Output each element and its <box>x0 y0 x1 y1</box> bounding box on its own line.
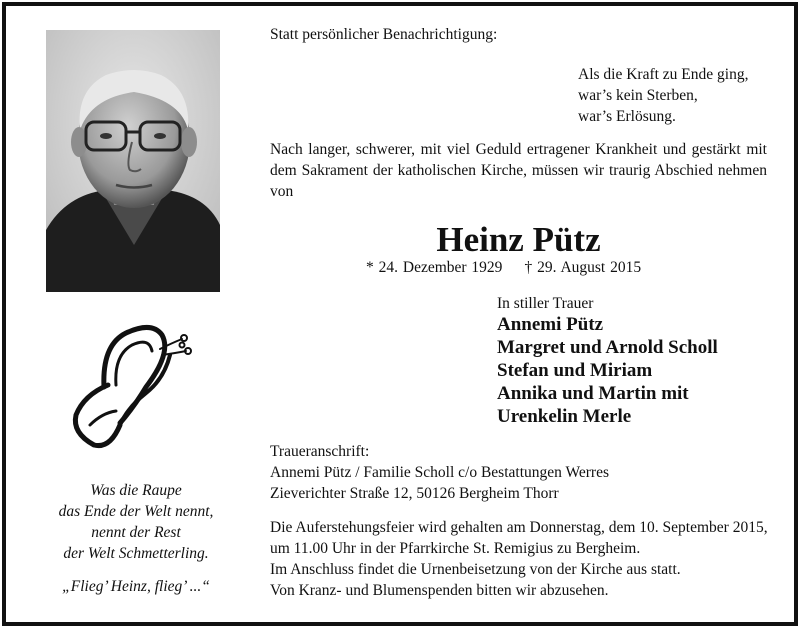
mourner-line: Annemi Pütz <box>497 314 604 335</box>
quote-closing: „Flieg’ Heinz, flieg’ ...“ <box>62 578 210 595</box>
mourner-line: Urenkelin Merle <box>497 406 632 427</box>
mourner-list <box>497 313 718 428</box>
mourner-line: Annika und Martin mit <box>497 383 689 404</box>
service-line: Im Anschluss findet die Urnenbeisetzung von der Kirche aus statt. <box>270 561 681 578</box>
birth-date: * 24. Dezember 1929 <box>366 259 503 276</box>
quote-line: das Ende der Welt nennt, <box>58 503 214 520</box>
intro-text: Statt persönlicher Benachrichtigung: <box>270 26 498 43</box>
address-label: Traueranschrift: <box>270 443 370 460</box>
poem <box>578 64 748 127</box>
poem-line: war’s Erlösung. <box>578 108 676 125</box>
deceased-name: Heinz Pütz <box>436 220 601 259</box>
service-line: Die Auferstehungsfeier wird gehalten am Donnerstag, dem 10. September 2015, <box>270 519 768 536</box>
mourner-line: Stefan und Miriam <box>497 360 653 381</box>
portrait-photo <box>46 30 220 292</box>
service-line: Von Kranz- und Blumenspenden bitten wir abzusehen. <box>270 582 609 599</box>
service-line: um 11.00 Uhr in der Pfarrkirche St. Remigius zu Bergheim. <box>270 540 641 557</box>
mourning-address <box>270 441 609 504</box>
announcement-paragraph: Nach langer, schwerer, mit viel Geduld ertragener Krankheit und gestärkt mit dem Sakrament der katholischen Kirche, müssen wir traurig Abschied nehmen von <box>270 141 767 200</box>
quote-line: nennt der Rest <box>91 524 181 541</box>
poem-line: Als die Kraft zu Ende ging, <box>578 66 749 83</box>
left-quote <box>46 480 226 564</box>
address-line: Annemi Pütz / Familie Scholl c/o Bestattungen Werres <box>270 464 609 481</box>
quote-line: Was die Raupe <box>90 482 182 499</box>
life-dates <box>366 258 641 278</box>
mourning-intro: In stiller Trauer <box>497 295 594 312</box>
butterfly-icon <box>64 315 209 455</box>
poem-line: war’s kein Sterben, <box>578 87 698 104</box>
death-date: † 29. August 2015 <box>524 259 642 276</box>
mourner-line: Margret und Arnold Scholl <box>497 337 718 358</box>
quote-line: der Welt Schmetterling. <box>63 545 209 562</box>
address-line: Zieverichter Straße 12, 50126 Bergheim Thorr <box>270 485 559 502</box>
service-info <box>270 517 768 601</box>
